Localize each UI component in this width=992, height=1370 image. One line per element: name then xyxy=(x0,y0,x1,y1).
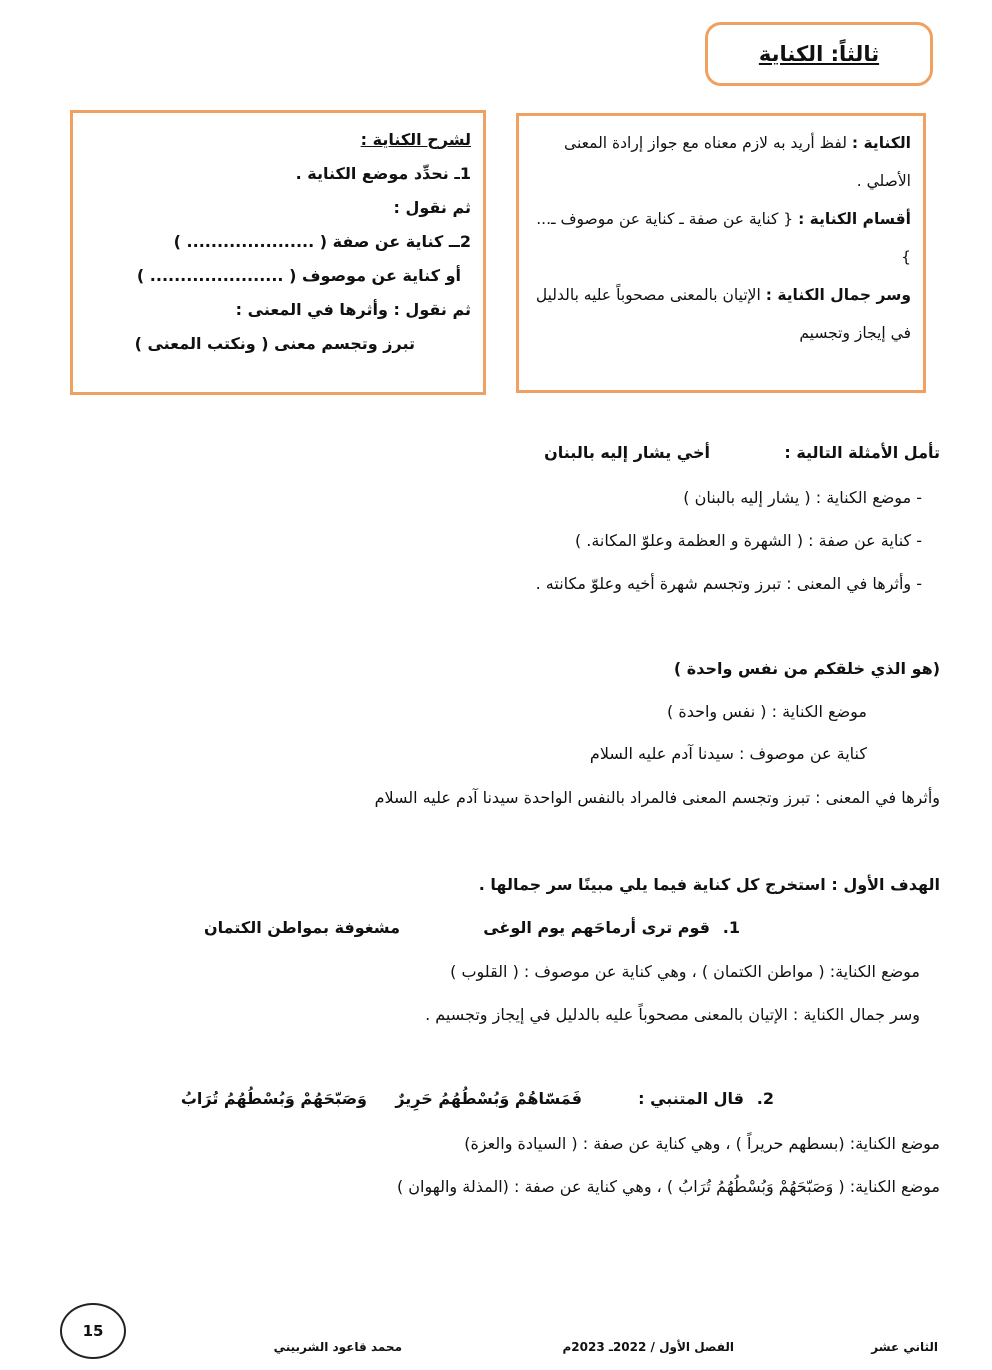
example-2-line: موضع الكناية : ( نفس واحدة ) xyxy=(666,702,867,721)
question-2-hemistich: وَصَبّحَهُمْ وَبُسْطُهُمُ تُرَابُ xyxy=(180,1089,367,1108)
explanation-step-2: 2ــ كناية عن صفة ( ..................... ) xyxy=(173,232,471,251)
explanation-effect: ثم نقول : وأثرها في المعنى : xyxy=(235,300,471,319)
question-2-number: 2. xyxy=(756,1089,774,1108)
types-label: أقسام الكناية : xyxy=(798,210,911,228)
example-2-line: كناية عن موصوف : سيدنا آدم عليه السلام xyxy=(589,744,867,763)
question-1-hemistich: قوم ترى أرماحَهم يوم الوغى xyxy=(483,918,710,937)
question-2-label: قال المتنبي : xyxy=(638,1089,744,1108)
definition-box xyxy=(516,113,926,393)
types-line xyxy=(531,200,911,276)
footer-term: الفصل الأول / 2022ـ 2023م xyxy=(562,1340,734,1354)
explanation-or: أو كناية عن موصوف ( ...................... ) xyxy=(136,266,461,285)
example-1-bullet: - وأثرها في المعنى : تبرز وتجسم شهرة أخيه وعلوّ مكانته . xyxy=(535,574,922,593)
page-number: 15 xyxy=(60,1303,126,1359)
question-1-answer: وسر جمال الكناية : الإتيان بالمعنى مصحوباً عليه بالدليل في إيجاز وتجسيم . xyxy=(425,1005,920,1024)
example-1-bullet: - كناية عن صفة : ( الشهرة و العظمة وعلوّ المكانة. ) xyxy=(574,531,922,550)
question-2-answer: موضع الكناية: ( وَصَبّحَهُمْ وَبُسْطُهُمُ تُرَابُ ) ، وهي كناية عن صفة : (المذلة والهوان ) xyxy=(396,1177,940,1196)
example-2-line: وأثرها في المعنى : تبرز وتجسم المعنى فالمراد بالنفس الواحدة سيدنا آدم عليه السلام xyxy=(374,788,940,807)
footer-grade: الثاني عشر xyxy=(871,1340,938,1354)
title-box xyxy=(705,22,933,86)
beauty-text: الإتيان بالمعنى مصحوباً عليه بالدليل في إيجاز وتجسيم xyxy=(535,286,911,342)
question-2-answer: موضع الكناية: (بسطهم حريراً ) ، وهي كناية عن صفة : ( السيادة والعزة) xyxy=(464,1134,940,1153)
examples-heading: تأمل الأمثلة التالية : xyxy=(784,443,940,462)
explanation-then: ثم نقول : xyxy=(393,198,471,217)
example-2-heading: (هو الذي خلقكم من نفس واحدة ) xyxy=(673,659,940,678)
types-text: { كناية عن صفة ـ كناية عن موصوف ـ... } xyxy=(536,210,911,266)
question-1-hemistich: مشغوفة بمواطن الكتمان xyxy=(203,918,400,937)
definition-label: الكناية : xyxy=(851,134,911,152)
footer-author: محمد قاعود الشربيني xyxy=(273,1340,402,1354)
example-1-bullet: - موضع الكناية : ( يشار إليه بالبنان ) xyxy=(683,488,922,507)
page-title: ثالثاً: الكناية xyxy=(758,42,880,66)
definition-line xyxy=(531,124,911,200)
example-1-quote: أخي يشار إليه بالبنان xyxy=(544,443,710,462)
explanation-box xyxy=(70,110,486,395)
definition-text: لفظ أريد به لازم معناه مع جواز إرادة المعنى الأصلي . xyxy=(564,134,911,190)
beauty-label: وسر جمال الكناية : xyxy=(765,286,911,304)
goal-heading: الهدف الأول : استخرج كل كناية فيما يلي مبينًا سر جمالها . xyxy=(478,875,940,894)
explanation-effect-text: تبرز وتجسم معنى ( ونكتب المعنى ) xyxy=(134,334,415,353)
explanation-step-1: 1ـ نحدِّد موضع الكناية . xyxy=(295,164,471,183)
question-1-number: 1. xyxy=(722,918,740,937)
explanation-heading: لشرح الكناية : xyxy=(360,130,471,149)
beauty-line xyxy=(531,276,911,352)
question-1-answer: موضع الكناية: ( مواطن الكتمان ) ، وهي كناية عن موصوف : ( القلوب ) xyxy=(450,962,920,981)
question-2-hemistich: فَمَسّاهُمْ وَبُسْطُهُمُ حَرِيرٌ xyxy=(395,1089,582,1108)
